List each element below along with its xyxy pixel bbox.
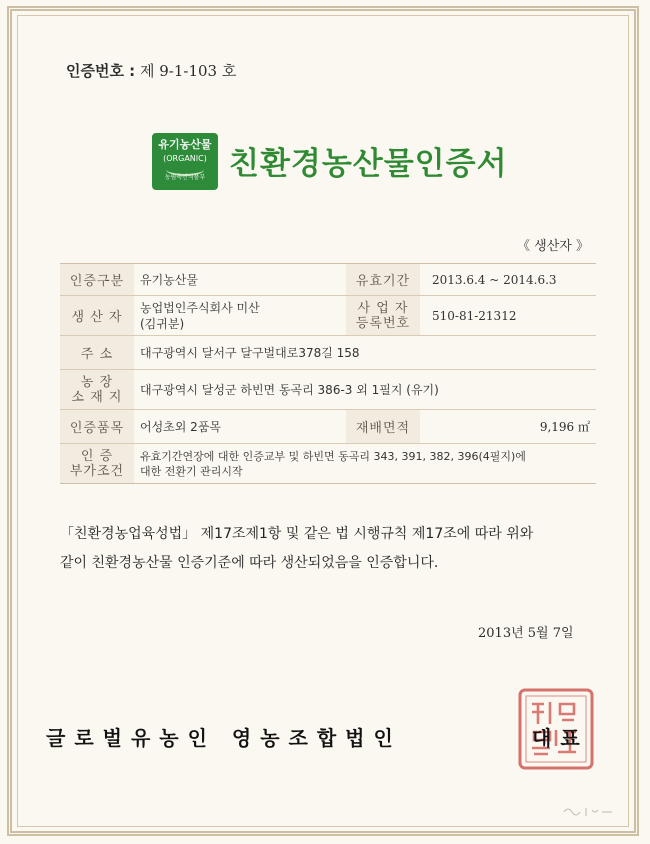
- business-number-label-1: 사 업 자: [357, 300, 409, 316]
- representative-label: 대표: [532, 726, 589, 750]
- table-row: [60, 410, 596, 444]
- table-row: [60, 264, 596, 296]
- business-number-value: 510-81-21312: [420, 296, 596, 336]
- address-value: 대구광역시 달서구 달구벌대로378길 158: [134, 336, 596, 370]
- address-label: 주 소: [60, 336, 134, 370]
- farm-location-value: 대구광역시 달성군 하빈면 동곡리 386-3 외 1필지 (유기): [134, 370, 596, 410]
- issuer-name: 글로벌유농인 영농조합법인: [46, 726, 402, 750]
- cert-items-value: 어성초외 2품목: [134, 410, 346, 444]
- table-row: [60, 296, 596, 336]
- category-label: 《 생산자 》: [517, 239, 589, 254]
- valid-period-label: 유효기간: [346, 264, 420, 296]
- handwritten-mark-icon: [560, 800, 620, 820]
- farm-location-label: [60, 370, 134, 410]
- table-row: [60, 444, 596, 484]
- statement-line-2: 같이 친환경농산물 인증기준에 따라 생산되었음을 인증합니다.: [60, 555, 439, 571]
- area-value: 9,196 ㎡: [420, 410, 596, 444]
- business-number-label-2: 등록번호: [355, 315, 411, 331]
- cert-type-label: 인증구분: [60, 264, 134, 296]
- certificate-number: [66, 60, 236, 81]
- cert-type-value: 유기농산물: [134, 264, 346, 296]
- producer-value: [134, 296, 346, 336]
- area-label: 재배면적: [346, 410, 420, 444]
- leaf-icon: [166, 163, 204, 176]
- issue-date: 2013년 5월 7일: [478, 626, 574, 641]
- organic-logo: [152, 133, 218, 190]
- certificate-info-table: [60, 263, 596, 484]
- producer-rep: (김귀분): [140, 316, 185, 331]
- conditions-line-2: 대한 전환기 관리시작: [140, 464, 243, 478]
- conditions-label-2: 부가조건: [69, 463, 125, 479]
- conditions-label: [60, 444, 134, 484]
- logo-text-organic: (ORGANIC): [163, 154, 207, 163]
- certificate-number-value: 제 9-1-103 호: [139, 62, 237, 80]
- business-number-label: [346, 296, 420, 336]
- producer-label: 생 산 자: [60, 296, 134, 336]
- logo-text-main: 유기농산물: [158, 138, 212, 151]
- logo-text-ministry: 농림축산식품부: [164, 174, 206, 181]
- certificate-title: 친환경농산물인증서: [229, 146, 508, 182]
- cert-items-label: 인증품목: [60, 410, 134, 444]
- valid-period-value: 2013.6.4 ~ 2014.6.3: [420, 264, 596, 296]
- statement-line-1: 「친환경농업육성법」 제17조제1항 및 같은 법 시행규칙 제17조에 따라 위와: [60, 526, 534, 542]
- conditions-line-1: 유효기간연장에 대한 인증교부 및 하빈면 동곡리 343, 391, 382, 396(4필지)에: [140, 449, 526, 463]
- table-row: [60, 336, 596, 370]
- certificate-number-label: 인증번호 :: [66, 62, 136, 80]
- table-row: [60, 370, 596, 410]
- conditions-value: [134, 444, 596, 484]
- producer-name: 농업법인주식회사 미산: [140, 300, 260, 315]
- certification-statement: [60, 520, 600, 578]
- conditions-label-1: 인 증: [80, 448, 114, 464]
- farm-location-label-2: 소 재 지: [71, 389, 123, 405]
- farm-location-label-1: 농 장: [80, 374, 114, 390]
